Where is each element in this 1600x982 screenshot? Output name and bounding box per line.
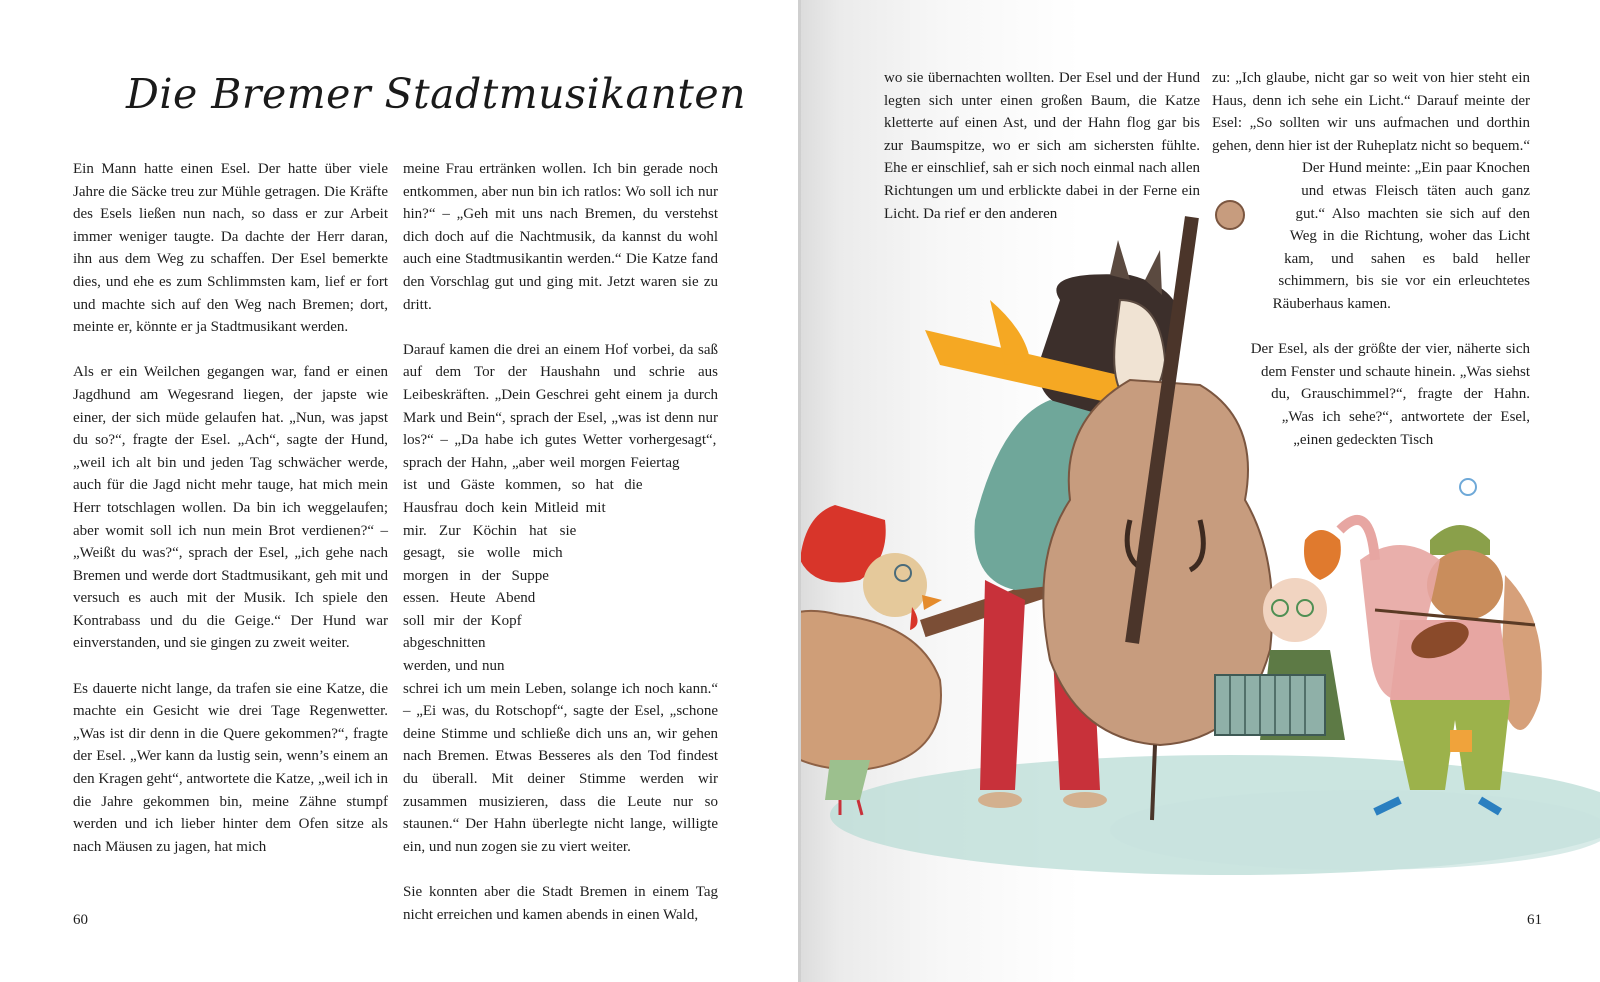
- text-column-2: [403, 158, 718, 926]
- page-number-right: 61: [1527, 912, 1542, 928]
- hat-pompom: [1460, 479, 1476, 495]
- cat-hat: [1304, 530, 1341, 580]
- donkey-hoof: [1063, 792, 1107, 808]
- paragraph: [403, 339, 718, 859]
- trouser-patch: [1450, 730, 1472, 752]
- guitar-body: [800, 611, 941, 770]
- text-column-3: [884, 67, 1200, 225]
- rooster-head: [863, 553, 927, 617]
- donkey-hoof: [978, 792, 1022, 808]
- paragraph-text: zu: „Ich glaube, nicht gar so weit von hier steht ein Haus, denn ich sehe ein Licht.“ Darauf meinte der Esel: „So sollten wir uns aufmachen und dorthin gehen, denn hier ist der Ruheplatz nicht so bequem.“ Der Hund meinte: „Ein paar Knochen und etwas Fleisch täten auch ganz gut.“ Also machten sie sich auf den Weg in die Richtung, woher das Licht kam, und sahen es bald heller schimmern, bis sie vor ein erleuchtetes Räuberhaus kamen.: [1212, 70, 1530, 312]
- chapter-title: Die Bremer Stadtmusikanten: [126, 70, 747, 118]
- paragraph: wo sie übernachten wollten. Der Esel und der Hund legten sich unter einen großen Baum, die Katze kletterte auf einen Ast, und der Hahn flog gar bis zur Baumspitze, wo er sich am sichersten fühlte. Ehe er einschlief, sah er sich noch einmal nach allen Richtungen um und erblickte dabei in der Ferne ein Licht. Da rief er den anderen: [884, 70, 1200, 222]
- rooster-beak: [922, 595, 942, 610]
- paragraph: Es dauerte nicht lange, da trafen sie eine Katze, die machte ein Gesicht wie drei Tage Regenwetter. „Was ist dir denn in die Quere gekommen?“, fragte der Esel. „Wer kann da lustig sein, wenn’s einem an den Kragen geht“, antwortete die Katze, „weil ich in die Jahre gekommen bin, meine Zähne stumpf werden und ich lieber hinter dem Ofen sitze als nach Mäusen zu jagen, hat mich: [73, 680, 388, 855]
- text-column-4: [1212, 67, 1530, 478]
- paragraph: [1212, 338, 1530, 451]
- paragraph: Ein Mann hatte einen Esel. Der hatte über viele Jahre die Säcke treu zur Mühle getragen. Die Kräfte des Esels ließen nun nach, so dass er zur Arbeit immer weniger taugte. Da dachte der Herr daran, ihn aus dem Weg zu schaffen. Der Esel bemerkte dies, und ehe es zum Schlimmsten kam, lief er fort und machte sich auf den Weg nach Bremen; dort, meinte er, könnte er ja Stadtmusikant werden.: [73, 161, 388, 336]
- page-number-left: 60: [73, 912, 88, 928]
- right-page: [800, 0, 1600, 982]
- book-gutter: [798, 0, 801, 982]
- paragraph: Als er ein Weilchen gegangen war, fand er einen Jagdhund am Wegesrand liegen, der japste wie einer, der sich müde gelaufen hat. „Nun, was japst du so?“, fragte der Esel. „Ach“, sagte der Hund, „weil ich alt bin und jeden Tag schwächer werde, auch für die Jagd nicht mehr tauge, hat mich mein Herr totschlagen wollen. Da bin ich weggelaufen; aber womit soll ich nun mein Brot verdienen?“ – „Weißt du was?“, sprach der Esel, „ich gehe nach Bremen und werde dort Stadtmusikant, geh mit und versuch es auch mit der Musik. Ich spiele den Kontrabass und du die Geige.“ Der Hund war einverstanden, und sie gingen zu zweit weiter.: [73, 364, 388, 652]
- accordion: [1215, 675, 1325, 735]
- ground-highlight: [1110, 790, 1600, 870]
- text-column-1: [73, 158, 388, 858]
- paragraph: meine Frau ertränken wollen. Ich bin gerade noch entkommen, aber nun bin ich ratlos: Wo soll ich nur hin?“ – „Geh mit uns nach Bremen, du verstehst dich doch auf die Nachtmusik, da kannst du wohl auch eine Stadtmusikantin werden.“ Die Katze fand den Vorschlag gut und ging mit. Jetzt waren sie zu dritt.: [403, 161, 718, 313]
- paragraph: Sie konnten aber die Stadt Bremen in einem Tag nicht erreichen und kamen abends in einen Wald,: [403, 884, 718, 923]
- paragraph-text: Darauf kamen die drei an einem Hof vorbei, da saß auf dem Tor der Haushahn und schrie aus Leibeskräften. „Dein Geschrei geht einem ja durch Mark und Bein“, sprach der Esel, „was ist denn nur los?“ – „Da habe ich gutes Wetter vorhergesagt“, sprach der Hahn, „aber weil morgen Feiertag ist und Gäste kommen, so hat die Hausfrau doch kein Mitleid mit mir. Zur Köchin hat sie gesagt, sie wolle mich morgen in der Suppe essen. Heute Abend soll mir der Kopf abgeschnitten werden, und nun schrei ich um mein Leben, solange ich noch kann.“ – „Ei was, du Rotschopf“, sagte der Esel, „schone deine Stimme und schließe dich uns an, wir gehen nach Bremen. Etwas Besseres als den Tod findest du überall. Mit deiner Stimme werden wir zusammen musizieren, dass die Leute nur so staunen.“ Der Hahn überlegte nicht lange, willigte ein, und nun zogen sie zu viert weiter.: [403, 341, 718, 855]
- paragraph-text: Der Esel, als der größte der vier, näherte sich dem Fenster und schaute hinein. „Was siehst du, Grauschimmel?“, fragte der Hahn. „Was ich sehe?“, antwortete der Esel, „einen gedeckten Tisch: [1250, 341, 1530, 448]
- paragraph: [1212, 67, 1530, 316]
